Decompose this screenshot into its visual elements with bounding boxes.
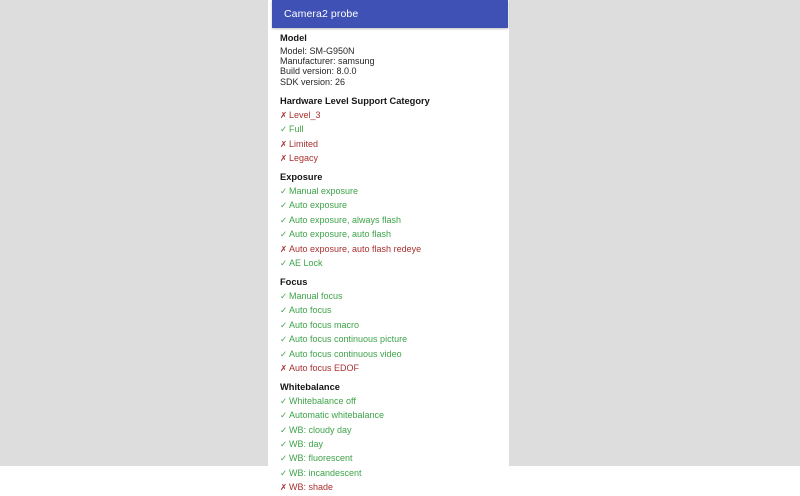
check-icon: ✓ bbox=[280, 258, 288, 269]
capability-row bbox=[280, 348, 503, 362]
capability-label: Auto exposure, auto flash bbox=[289, 229, 392, 240]
check-icon: ✓ bbox=[280, 468, 288, 479]
capability-row bbox=[280, 362, 503, 376]
check-icon: ✓ bbox=[280, 349, 288, 360]
capability-label: Manual exposure bbox=[289, 185, 359, 196]
capability-row bbox=[280, 138, 503, 152]
capability-list[interactable] bbox=[268, 28, 509, 496]
capability-label: Full bbox=[289, 124, 304, 135]
capability-row bbox=[280, 290, 503, 304]
capability-row bbox=[280, 228, 503, 242]
capability-label: Auto focus bbox=[289, 305, 332, 316]
capability-row bbox=[280, 185, 503, 199]
section-title: Model bbox=[280, 33, 307, 43]
capability-label: Manual focus bbox=[289, 290, 343, 301]
cross-icon: ✗ bbox=[280, 363, 288, 374]
capability-row bbox=[280, 214, 503, 228]
section-hardware-level-support-category bbox=[280, 96, 503, 167]
app-title: Camera2 probe bbox=[284, 8, 359, 20]
check-icon: ✓ bbox=[280, 201, 288, 212]
capability-label: WB: incandescent bbox=[289, 467, 362, 478]
section-title: Hardware Level Support Category bbox=[280, 95, 430, 106]
capability-row bbox=[280, 409, 503, 423]
section-title: Whitebalance bbox=[280, 381, 340, 392]
check-icon: ✓ bbox=[280, 411, 288, 422]
capability-label: Legacy bbox=[289, 153, 319, 164]
capability-label: Auto focus continuous picture bbox=[289, 334, 408, 345]
cross-icon: ✗ bbox=[280, 244, 288, 255]
check-icon: ✓ bbox=[280, 425, 288, 436]
capability-row bbox=[280, 123, 503, 137]
cross-icon: ✗ bbox=[280, 139, 288, 150]
check-icon: ✓ bbox=[280, 306, 288, 317]
capability-label: Auto exposure bbox=[289, 200, 348, 211]
capability-row bbox=[280, 257, 503, 271]
cross-icon: ✗ bbox=[280, 110, 288, 121]
section-title: Exposure bbox=[280, 171, 323, 182]
section-title: Focus bbox=[280, 276, 308, 287]
capability-row bbox=[280, 319, 503, 333]
capability-row bbox=[280, 199, 503, 213]
capability-row bbox=[280, 109, 503, 123]
section-whitebalance bbox=[280, 382, 503, 496]
check-icon: ✓ bbox=[280, 454, 288, 465]
capability-label: Limited bbox=[289, 138, 319, 149]
capability-row bbox=[280, 152, 503, 166]
capability-label: WB: shade bbox=[289, 482, 334, 493]
capability-label: Auto focus EDOF bbox=[289, 362, 360, 373]
capability-label: WB: day bbox=[289, 439, 324, 450]
capability-row bbox=[280, 481, 503, 495]
check-icon: ✓ bbox=[280, 320, 288, 331]
check-icon: ✓ bbox=[280, 215, 288, 226]
capability-label: Automatic whitebalance bbox=[289, 410, 385, 421]
info-line: Manufacturer: samsung bbox=[280, 56, 375, 67]
capability-row bbox=[280, 438, 503, 452]
capability-row bbox=[280, 467, 503, 481]
capability-label: Level_3 bbox=[289, 109, 321, 120]
cross-icon: ✗ bbox=[280, 483, 288, 494]
check-icon: ✓ bbox=[280, 335, 288, 346]
capability-row bbox=[280, 333, 503, 347]
info-line: Model: SM-G950N bbox=[280, 46, 355, 56]
section-exposure bbox=[280, 172, 503, 271]
info-line: Build version: 8.0.0 bbox=[280, 66, 357, 77]
app-bar bbox=[272, 0, 508, 28]
capability-row bbox=[280, 243, 503, 257]
capability-label: Auto focus continuous video bbox=[289, 348, 402, 359]
check-icon: ✓ bbox=[280, 291, 288, 302]
capability-label: WB: cloudy day bbox=[289, 424, 352, 435]
capability-label: AE Lock bbox=[289, 257, 323, 268]
check-icon: ✓ bbox=[280, 440, 288, 451]
capability-label: Auto exposure, auto flash redeye bbox=[289, 243, 422, 254]
check-icon: ✓ bbox=[280, 396, 288, 407]
capability-label: Auto focus macro bbox=[289, 319, 360, 330]
capability-row bbox=[280, 452, 503, 466]
capability-row bbox=[280, 395, 503, 409]
capability-label: WB: fluorescent bbox=[289, 453, 353, 464]
check-icon: ✓ bbox=[280, 230, 288, 241]
capability-label: Auto exposure, always flash bbox=[289, 214, 402, 225]
capability-row bbox=[280, 424, 503, 438]
check-icon: ✓ bbox=[280, 125, 288, 136]
cross-icon: ✗ bbox=[280, 154, 288, 165]
info-line: SDK version: 26 bbox=[280, 76, 346, 87]
capability-label: Whitebalance off bbox=[289, 395, 356, 406]
section-model bbox=[280, 33, 503, 87]
camera2-probe-window bbox=[268, 0, 509, 494]
section-focus bbox=[280, 277, 503, 376]
capability-row bbox=[280, 304, 503, 318]
check-icon: ✓ bbox=[280, 186, 288, 197]
